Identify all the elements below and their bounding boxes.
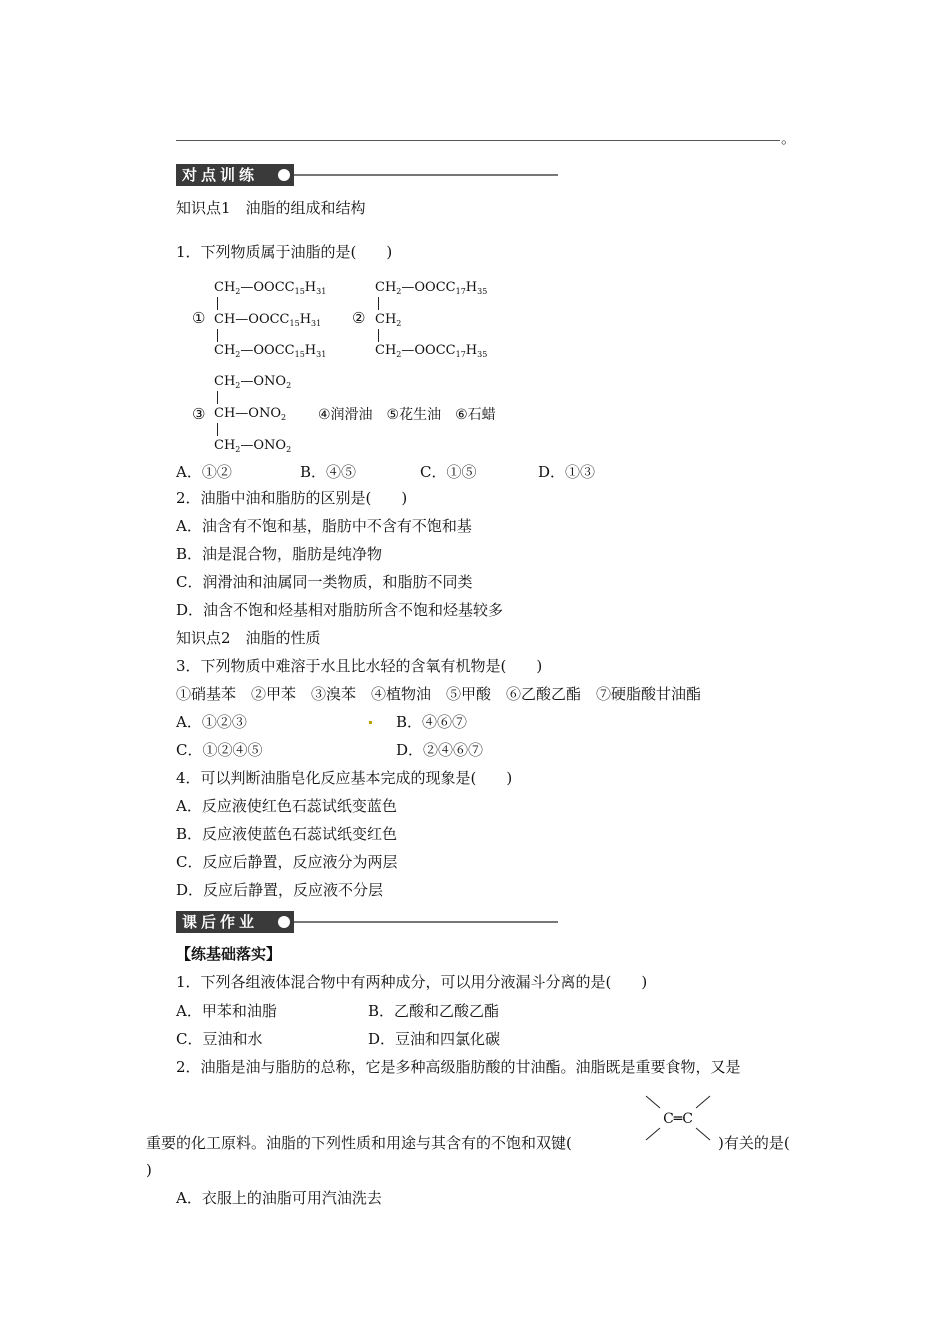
bond-line	[217, 329, 218, 342]
option-c: C．①②④⑤	[176, 741, 263, 759]
molecule-3-line1: $CH_2—ONO_2$	[214, 374, 292, 390]
question-3-stem: 3．下列物质中难溶于水且比水轻的含氧有机物是( )	[176, 657, 543, 675]
option-d: D．豆油和四氯化碳	[368, 1030, 501, 1048]
option-a: A．甲苯和油脂	[176, 1002, 277, 1020]
molecule-3-line2: $CH—ONO_2$	[214, 406, 287, 422]
answer-underline	[176, 140, 780, 141]
option-c: C．豆油和水	[176, 1030, 263, 1048]
bond-text: C═C	[663, 1111, 693, 1127]
banner-rule	[294, 174, 558, 176]
end-mark: 。	[781, 129, 797, 147]
question-2-stem: 2．油脂中油和脂肪的区别是( )	[176, 489, 408, 507]
option-a: A．①②	[176, 463, 232, 481]
banner-label: 课后作业	[176, 911, 294, 933]
option-a: A．反应液使红色石蕊试纸变蓝色	[176, 797, 397, 815]
option-b: B．④⑥⑦	[396, 713, 468, 731]
stray-mark	[369, 721, 372, 724]
bond-lower-right	[696, 1128, 710, 1140]
bond-line	[378, 297, 379, 310]
double-bond-structure	[636, 1092, 720, 1148]
banner-dot-icon	[278, 916, 290, 928]
molecule-2-line3: $CH_2—OOCC_{17}H_{35}$	[375, 343, 488, 359]
question-4-stem: 4．可以判断油脂皂化反应基本完成的现象是( )	[176, 769, 513, 787]
banner-rule	[294, 921, 558, 923]
question-3-items: ①硝基苯 ②甲苯 ③溴苯 ④植物油 ⑤甲酸 ⑥乙酸乙酯 ⑦硬脂酸甘油酯	[176, 685, 702, 703]
option-c: C．反应后静置，反应液分为两层	[176, 853, 398, 871]
bond-upper-right	[696, 1096, 710, 1108]
option-b: B．油是混合物，脂肪是纯净物	[176, 545, 383, 563]
banner-label: 对点训练	[176, 164, 294, 186]
molecule-2-line1: $CH_2—OOCC_{17}H_{35}$	[375, 280, 488, 296]
molecule-1-label: ①	[192, 309, 206, 327]
bond-lower-left	[646, 1128, 660, 1140]
option-d: D．反应后静置，反应液不分层	[176, 881, 384, 899]
bond-line	[217, 423, 218, 436]
homework-question-1-stem: 1．下列各组液体混合物中有两种成分，可以用分液漏斗分离的是( )	[176, 973, 648, 991]
question-1-stem: 1．下列物质属于油脂的是( )	[176, 243, 393, 261]
option-b: B．乙酸和乙酸乙酯	[368, 1002, 500, 1020]
option-c: C．①⑤	[420, 463, 477, 481]
banner-dot-icon	[278, 169, 290, 181]
knowledge-point-2: 知识点2 油脂的性质	[176, 629, 321, 647]
bond-line	[217, 297, 218, 310]
option-a: A．油含有不饱和基，脂肪中不含有不饱和基	[176, 517, 472, 535]
option-d: D．①③	[538, 463, 596, 481]
molecule-2-line2: $CH_2$	[375, 312, 402, 328]
molecule-3-line3: $CH_2—ONO_2$	[214, 438, 292, 454]
bond-line	[378, 329, 379, 342]
molecule-2-label: ②	[352, 309, 366, 327]
homework-question-2-line3: )	[146, 1161, 152, 1179]
homework-question-2-line2b: )有关的是(	[718, 1134, 790, 1152]
bond-upper-left	[646, 1096, 660, 1108]
section-banner-practice	[176, 164, 558, 186]
molecule-3-label: ③	[192, 405, 206, 423]
homework-question-2-line1: 2．油脂是油与脂肪的总称，它是多种高级脂肪酸的甘油酯。油脂既是重要食物，又是	[176, 1058, 741, 1076]
option-a: A．①②③	[176, 713, 247, 731]
option-d: D．②④⑥⑦	[396, 741, 484, 759]
option-d: D．油含不饱和烃基相对脂肪所含不饱和烃基较多	[176, 601, 504, 619]
molecule-1-line3: $CH_2—OOCC_{15}H_{31}$	[214, 343, 327, 359]
molecule-1-line2: $CH—OOCC_{15}H_{31}$	[214, 312, 322, 328]
bond-line	[217, 391, 218, 404]
homework-question-2-line2a: 重要的化工原料。油脂的下列性质和用途与其含有的不饱和双键(	[146, 1134, 572, 1152]
knowledge-point-1: 知识点1 油脂的组成和结构	[176, 199, 366, 217]
section-banner-homework	[176, 911, 558, 933]
option-b: B．④⑤	[300, 463, 357, 481]
molecule-1-line1: $CH_2—OOCC_{15}H_{31}$	[214, 280, 327, 296]
subsection-heading: 【练基础落实】	[176, 945, 282, 963]
option-a: A．衣服上的油脂可用汽油洗去	[176, 1189, 382, 1207]
question-1-extra-items: ④润滑油 ⑤花生油 ⑥石蜡	[318, 407, 496, 423]
option-c: C．润滑油和油属同一类物质，和脂肪不同类	[176, 573, 473, 591]
option-b: B．反应液使蓝色石蕊试纸变红色	[176, 825, 398, 843]
